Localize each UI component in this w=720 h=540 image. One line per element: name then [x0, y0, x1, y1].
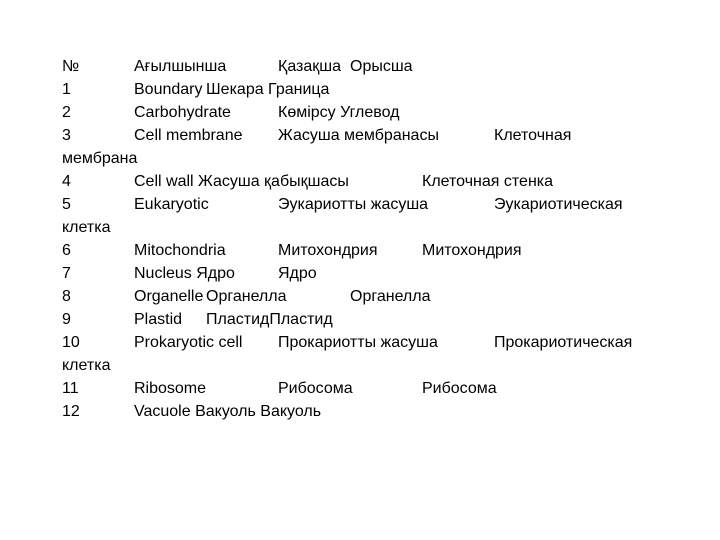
- text-line: 10 Prokaryotic cell Прокариотты жасуша Прокариотическая: [62, 334, 633, 351]
- text-line: 8 Organelle Органелла Органелла: [62, 288, 431, 305]
- text-line: 2 Carbohydrate Көмірсу Углевод: [62, 104, 400, 121]
- text-line: 3 Cell membrane Жасуша мембранасы Клеточная: [62, 127, 572, 144]
- text-line: мембрана: [62, 150, 138, 167]
- text-line: 6 Mitochondria Митохондрия Митохондрия: [62, 242, 522, 259]
- text-line: 9 Plastid ПластидПластид: [62, 311, 333, 328]
- text-line: 12 Vacuole Вакуоль Вакуоль: [62, 403, 322, 420]
- text-line: 4 Cell wall Жасуша қабықшасы Клеточная стенка: [62, 173, 554, 190]
- text-line: 7 Nucleus Ядро Ядро: [62, 265, 317, 282]
- header-line: № Ағылшынша Қазақша Орысша: [62, 58, 413, 75]
- text-line: 5 Eukaryotic Эукариотты жасуша Эукариотическая: [62, 196, 623, 213]
- text-line: 11 Ribosome Рибосома Рибосома: [62, 380, 497, 397]
- text-line: клетка: [62, 219, 111, 236]
- text-line: клетка: [62, 357, 111, 374]
- text-line: 1 Boundary Шекара Граница: [62, 81, 330, 98]
- glossary-text: [62, 55, 682, 423]
